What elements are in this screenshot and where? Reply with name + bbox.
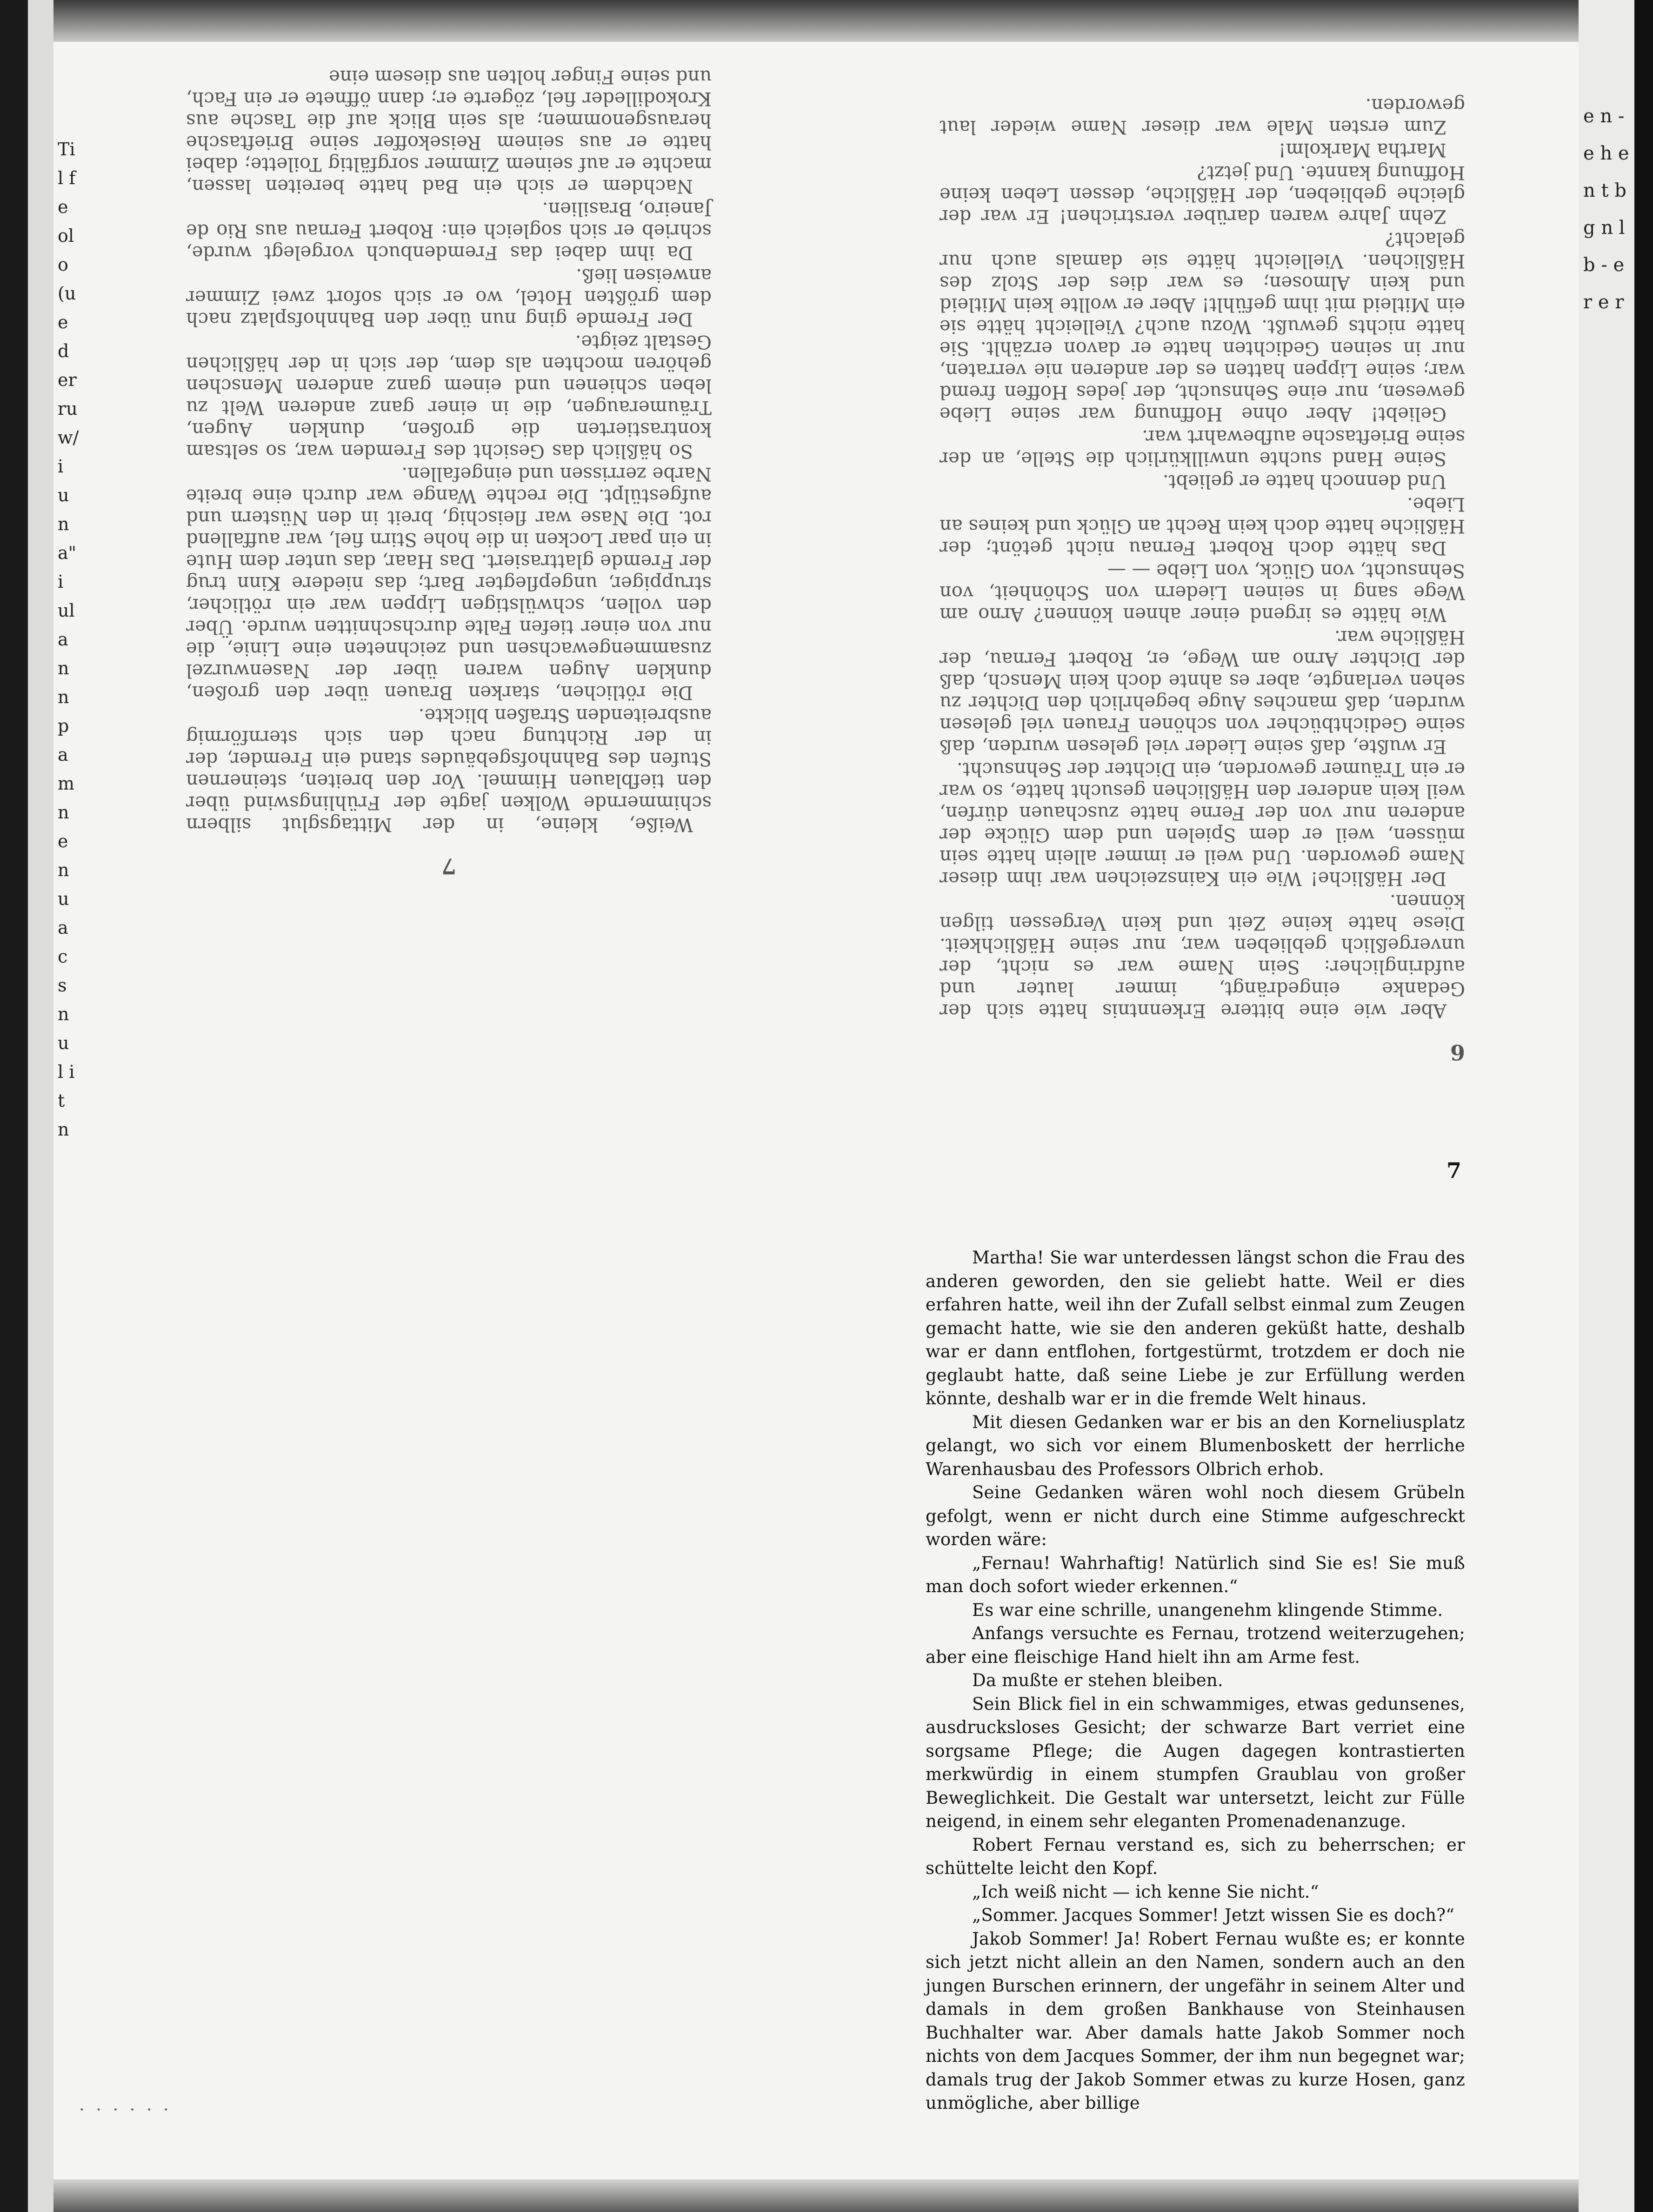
paragraph: Anfangs versuchte es Fernau, trotzend weiterzugehen; aber eine fleischige Hand hielt ihn am Arme fest. <box>926 1623 1465 1667</box>
ghost-paragraph: Martha Markolm! <box>1278 139 1446 160</box>
adjacent-page-right <box>1579 0 1634 2212</box>
ghost-paragraph: Aber wie eine bittere Erkenntnis hatte sich der Gedanke eingedrängt, immer lauter und aufdringlicher: Sein Name war es nicht, der unvergeßlich geblieben war, nur seine Häßlichkeit. Diese hatte keine Zeit und kein Vergessen tilgen können. <box>940 890 1465 1021</box>
ghost-paragraph: So häßlich das Gesicht des Fremden war, so seltsam kontrastierten die großen, dunklen Augen, Träumeraugen, die in einer ganz anderen Welt zu leben schienen und einem ganz anderen Menschen gehören mochten als dem, der sich in der häßlichen Gestalt zeigte. <box>186 331 712 462</box>
main-text-column <box>926 1246 1465 2115</box>
bleed-through-right-column <box>940 94 1465 1065</box>
paragraph: Es war eine schrille, unangenehm klingende Stimme. <box>972 1600 1443 1620</box>
adjacent-page-left <box>28 0 79 2212</box>
bleed-through-left-column <box>186 66 712 879</box>
ghost-paragraph: Wie hätte es irgend einer ahnen können? Arno am Wege sang in seinen Liedern von Schönheit, von Sehnsucht, von Glück, von Liebe — — <box>940 560 1465 625</box>
ghost-paragraph: Zum ersten Male war dieser Name wieder laut geworden. <box>940 94 1465 138</box>
bleed-through-page-number: 7 <box>441 854 457 879</box>
ghost-paragraph: Und dennoch hatte er geliebt. <box>1162 471 1446 492</box>
ghost-paragraph: Seine Hand suchte unwillkürlich die Stelle, an der seine Brieftasche aufbewahrt war. <box>940 426 1465 469</box>
bleed-through-page-number: 6 <box>1450 1040 1465 1065</box>
paragraph: Jakob Sommer! Ja! Robert Fernau wußte es; er konnte sich jetzt nicht allein an den Namen, sondern auch an den jungen Burschen erinnern, der ungefähr in seinem Alter und damals in dem großen Bankhause von Steinhausen Buchhalter war. Aber damals hatte Jakob Sommer noch nichts von dem Jacques Sommer, der ihm nun begegnet war; damals trug der Jakob Sommer etwas zu kurze Hosen, ganz unmögliche, aber billige <box>926 1928 1465 2113</box>
bleed-through-text <box>186 66 712 835</box>
paragraph: Da mußte er stehen bleiben. <box>972 1670 1223 1690</box>
scan-edge-bottom <box>28 2179 1634 2212</box>
paragraph: Sein Blick fiel in ein schwammiges, etwas gedunsenes, ausdrucksloses Gesicht; der schwarze Bart verriet eine sorgsame Pflege; die Augen dagegen kontrastierten merkwürdig in einem stumpfen Graublau von großer Beweglichkeit. Die Gestalt war untersetzt, leicht zur Fülle neigend, in einem sehr eleganten Promenadenanzuge. <box>926 1694 1465 1831</box>
ghost-paragraph: Zehn Jahre waren darüber verstrichen! Er war der gleiche geblieben, der Häßliche, dessen Leben keine Hoffnung kannte. Und jetzt? <box>940 162 1465 227</box>
scan-edge-left <box>0 0 28 2212</box>
ghost-paragraph: Geliebt! Aber ohne Hoffnung war seine Liebe gewesen, nur eine Sehnsucht, der jedes Hoffen fremd war; seine Lippen hatten es der anderen nie verraten, nur in seinen Gedichten hatte er davon erzählt. Sie hatte nichts gewußt. Wozu auch? Vielleicht hätte sie ein Mitleid mit ihm gefühlt! Aber er wollte kein Mitleid und kein Almosen; es war dies der Stolz des Häßlichen. Vielleicht hätte sie damals auch nur gelacht? <box>940 228 1465 425</box>
ghost-paragraph: Das hätte doch Robert Fernau nicht getönt; der Häßliche hatte doch kein Recht an Glück und keines an Liebe. <box>940 493 1465 558</box>
scan-edge-right <box>1634 0 1653 2212</box>
bleed-through-text <box>940 94 1465 1021</box>
paragraph: Robert Fernau verstand es, sich zu beherrschen; er schüttelte leicht den Kopf. <box>926 1834 1465 1878</box>
paragraph: Martha! Sie war unterdessen längst schon die Frau des anderen geworden, den sie geliebt hatte. Weil er dies erfahren hatte, weil ihn der Zufall selbst einmal zum Zeugen gemacht hatte, wie sie den anderen geküßt hatte, deshalb war er dann entflohen, fortgestürmt, trotzdem er doch nie geglaubt hatte, daß seine Liebe je zur Erfüllung werden könnte, deshalb war er in die fremde Welt hinaus. <box>926 1248 1465 1408</box>
ghost-paragraph: Da ihm dabei das Fremdenbuch vorgelegt wurde, schrieb er sich sogleich ein: Robert Fernau aus Rio de Janeiro, Brasilien. <box>186 198 712 263</box>
paragraph: „Sommer. Jacques Sommer! Jetzt wissen Sie es doch?“ <box>972 1905 1455 1925</box>
adjacent-page-left-text: Til f e olo (ue der ru w/i un a" i ul an n p a m n e n u a c s n u l i t n <box>58 139 79 1140</box>
ghost-paragraph: Nachdem er sich ein Bad hatte bereiten lassen, machte er auf seinem Zimmer sorgfältig Toilette; dabei hatte er aus seinem Reisekoffer seine Brieftasche herausgenommen; als sein Blick auf die Tasche aus Krokodilleder fiel, zögerte er; dann öffnete er ein Fach, und seine Finger holten aus diesem eine <box>186 66 712 197</box>
adjacent-page-right-text: e n - e h e n t b g n l b - e r e r <box>1583 106 1629 313</box>
paragraph: Mit diesen Gedanken war er bis an den Korneliusplatz gelangt, wo sich vor einem Blumenboskett der herrliche Warenhausbau des Professors Olbrich erhob. <box>926 1412 1465 1479</box>
paragraph: Seine Gedanken wären wohl noch diesem Grübeln gefolgt, wenn er nicht durch eine Stimme aufgeschreckt worden wäre: <box>926 1482 1465 1549</box>
scan-specks: · · · · · · <box>79 2099 172 2120</box>
ghost-paragraph: Die rötlichen, starken Brauen über den großen, dunklen Augen waren über der Nasenwurzel zusammengewachsen und zeichneten eine Linie, die nur von einer tiefen Falte durchschnitten wurde. Über den vollen, schwülstigen Lippen war ein rötlicher, struppiger, ungepflegter Bart; das niedere Kinn trug der Fremde glattrasiert. Das Haar, das unter dem Hute in ein paar Locken in die hohe Stirn fiel, war auffallend rot. Die Nase war fleischig, breit in den Nüstern und aufgestülpt. Die rechte Wange war durch eine breite Narbe zerrissen und eingefallen. <box>186 463 712 703</box>
paragraph: „Fernau! Wahrhaftig! Natürlich sind Sie es! Sie muß man doch sofort wieder erkennen.“ <box>926 1553 1465 1596</box>
ghost-paragraph: Er wußte, daß seine Lieder viel gelesen wurden, daß seine Gedichtbücher von schönen Frauen viel gelesen wurden, daß manches Auge begehrlich den Dichter zu sehen verlangte, aber es ahnte doch kein Mensch, daß der Dichter Arno am Wege, er, Robert Fernau, der Häßliche war. <box>940 626 1465 757</box>
ghost-paragraph: Weiße, kleine, in der Mittagsglut silbern schimmernde Wolken jagte der Frühlingswind über den tiefblauen Himmel. Vor den breiten, steinernen Stufen des Bahnhofsgebäudes stand ein Fremder, der in der Richtung nach den sich sternförmig ausbreitenden Straßen blickte. <box>186 704 712 835</box>
ghost-paragraph: Der Fremde ging nun über den Bahnhofsplatz nach dem größten Hotel, wo er sich sofort zwei Zimmer anweisen ließ. <box>186 265 712 330</box>
paragraph: „Ich weiß nicht — ich kenne Sie nicht.“ <box>972 1881 1319 1902</box>
scan-edge-top <box>28 0 1634 42</box>
page-number: 7 <box>1446 1158 1462 1183</box>
ghost-paragraph: Der Häßliche! Wie ein Kainszeichen war ihm dieser Name geworden. Und weil er immer allein hatte sein müssen, weil er dem Spielen und dem Glücke der anderen nur von der Ferne hatte zuschauen dürfen, weil kein anderer den Häßlichen gesucht hatte, so war er ein Träumer geworden, ein Dichter der Sehnsucht. <box>940 758 1465 889</box>
